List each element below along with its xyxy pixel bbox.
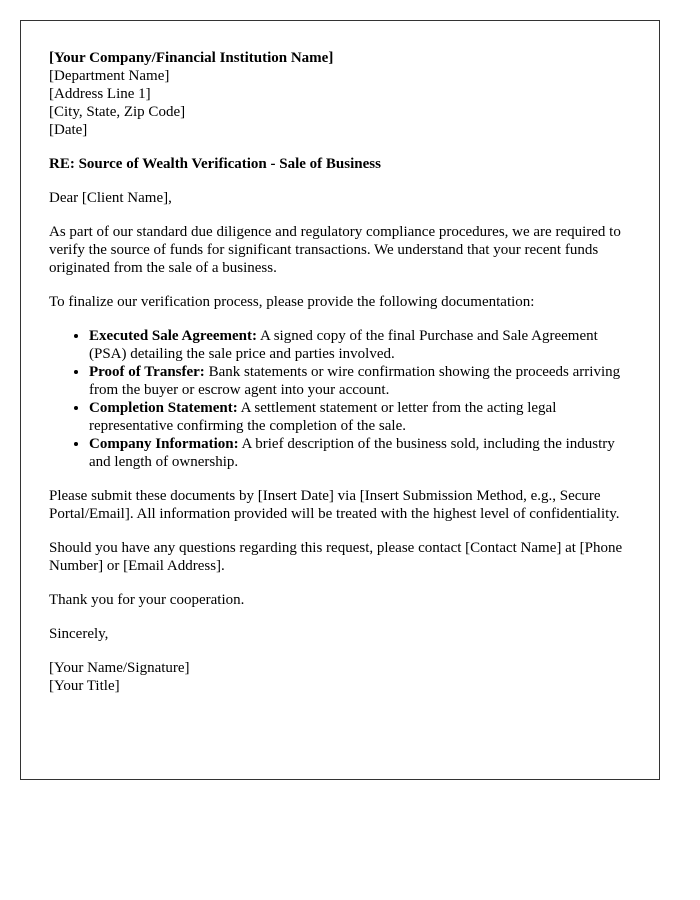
- address-line: [Address Line 1]: [49, 86, 151, 102]
- document-title: Proof of Transfer:: [89, 364, 205, 380]
- city-state-zip: [City, State, Zip Code]: [49, 104, 186, 120]
- signer-name: [Your Name/Signature]: [49, 660, 190, 676]
- letter-date: [Date]: [49, 122, 88, 138]
- company-name: [Your Company/Financial Institution Name]: [49, 50, 334, 66]
- letter-document: [20, 20, 660, 780]
- valediction: Sincerely,: [49, 626, 109, 642]
- signature-block: [49, 659, 631, 695]
- contact-paragraph: Should you have any questions regarding this request, please contact [Contact Name] at [Phone Number] or [Email Address].: [49, 540, 623, 574]
- document-item-sale-agreement: [89, 327, 631, 363]
- thanks-paragraph: Thank you for your cooperation.: [49, 592, 245, 608]
- document-title: Company Information:: [89, 436, 239, 452]
- request-paragraph: To finalize our verification process, please provide the following documentation:: [49, 294, 535, 310]
- sender-address-block: [49, 49, 631, 139]
- subject-line: RE: Source of Wealth Verification - Sale of Business: [49, 156, 381, 172]
- document-item-completion-statement: [89, 399, 631, 435]
- salutation: Dear [Client Name],: [49, 190, 172, 206]
- document-description: A signed copy of the final Purchase and Sale Agreement (PSA) detailing the sale price and parties involved.: [89, 328, 598, 362]
- document-title: Completion Statement:: [89, 400, 238, 416]
- department-name: [Department Name]: [49, 68, 170, 84]
- document-description: A brief description of the business sold, including the industry and length of ownership.: [89, 436, 615, 470]
- signer-title: [Your Title]: [49, 678, 120, 694]
- required-documents-list: [49, 327, 631, 471]
- intro-paragraph: As part of our standard due diligence and regulatory compliance procedures, we are required to verify the source of funds for significant transactions. We understand that your recent funds originated from the sale of a business.: [49, 224, 621, 276]
- document-item-company-information: [89, 435, 631, 471]
- document-item-proof-of-transfer: [89, 363, 631, 399]
- document-title: Executed Sale Agreement:: [89, 328, 258, 344]
- submission-paragraph: Please submit these documents by [Insert Date] via [Insert Submission Method, e.g., Secure Portal/Email]. All information provided will be treated with the highest level of confidentiality.: [49, 488, 620, 522]
- document-description: Bank statements or wire confirmation showing the proceeds arriving from the buyer or escrow agent into your account.: [89, 364, 621, 398]
- document-description: A settlement statement or letter from the acting legal representative confirming the completion of the sale.: [89, 400, 557, 434]
